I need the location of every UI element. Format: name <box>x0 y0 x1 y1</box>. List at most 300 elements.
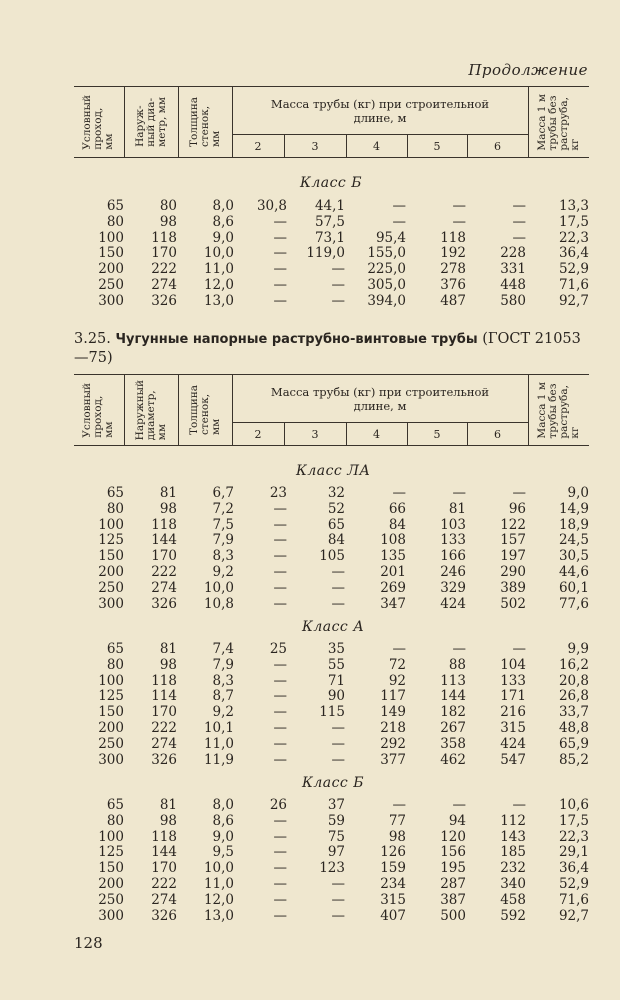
table-cell: 269 <box>380 579 406 596</box>
table-cell: 7,4 <box>212 641 234 657</box>
table-cell: — <box>331 276 345 293</box>
table-cell: 18,9 <box>558 516 589 533</box>
table-cell: 329 <box>440 579 466 596</box>
table-cell: 75 <box>327 828 345 845</box>
length-header: 3 <box>284 423 346 446</box>
table-cell: 118 <box>151 828 177 845</box>
col-wall-header: Толщина стенок, мм <box>187 384 222 435</box>
table-cell: 200 <box>98 563 124 580</box>
table-cell: — <box>273 229 287 246</box>
table-row <box>74 798 589 814</box>
table-cell: 144 <box>151 532 177 549</box>
table-cell: 32 <box>327 485 345 501</box>
table2-class-b-body <box>74 798 589 924</box>
col-outer-diameter-header: Наружный диаметр, мм <box>133 379 168 441</box>
table-cell: — <box>273 500 287 517</box>
table-cell: 8,7 <box>212 688 234 705</box>
table-cell: 155,0 <box>367 245 406 262</box>
table-row <box>74 845 589 861</box>
table-cell: 9,2 <box>212 704 234 721</box>
table-cell: 192 <box>440 245 466 262</box>
table-cell: 98 <box>159 812 177 829</box>
table-row <box>74 689 589 705</box>
class-title: Класс Б <box>300 175 363 191</box>
table-cell: — <box>452 485 466 501</box>
table-cell: 117 <box>380 688 406 705</box>
table-cell: 340 <box>500 875 526 892</box>
table-cell: — <box>392 797 406 813</box>
length-header: 2 <box>232 135 284 158</box>
table-cell: — <box>331 875 345 892</box>
table-cell: — <box>452 641 466 657</box>
table-cell: — <box>331 292 345 309</box>
table-cell: 90 <box>327 688 345 705</box>
table-cell: 92,7 <box>558 292 589 309</box>
table-cell: 44,1 <box>314 198 345 214</box>
table-cell: 387 <box>440 891 466 908</box>
table-cell: — <box>273 213 287 230</box>
table-cell: 65 <box>327 516 345 533</box>
table-cell: 424 <box>440 595 466 612</box>
table-cell: 118 <box>440 229 466 246</box>
table-cell: — <box>512 485 526 501</box>
table-cell: 100 <box>98 229 124 246</box>
length-header: 2 <box>232 423 284 446</box>
table-cell: — <box>331 751 345 768</box>
table-cell: 65 <box>106 485 124 501</box>
table-cell: — <box>273 704 287 721</box>
table-cell: 105 <box>319 548 345 565</box>
length-header: 4 <box>346 135 407 158</box>
section-number: 3.25. <box>74 331 111 347</box>
table-row <box>74 893 589 909</box>
table-cell: 159 <box>380 860 406 877</box>
table-cell: — <box>273 532 287 549</box>
table-cell: 156 <box>440 844 466 861</box>
table-cell: 13,0 <box>203 907 234 924</box>
col-outer-diameter-header: Наруж- ный диа- метр, мм <box>133 97 168 147</box>
table-cell: 487 <box>440 292 466 309</box>
table-row <box>74 215 589 231</box>
table-cell: 170 <box>151 548 177 565</box>
table-cell: 35 <box>327 641 345 657</box>
table-cell: 326 <box>151 292 177 309</box>
table-cell: 201 <box>380 563 406 580</box>
table-cell: 7,9 <box>212 532 234 549</box>
table-cell: 14,9 <box>558 500 589 517</box>
table-cell: — <box>331 907 345 924</box>
table-row <box>74 518 589 534</box>
table-cell: 119,0 <box>306 245 345 262</box>
table-cell: 8,0 <box>212 797 234 813</box>
table-row <box>74 231 589 247</box>
table-cell: 182 <box>440 704 466 721</box>
col-per-meter-header: Масса 1 м трубы без раструба, кг <box>535 381 581 439</box>
table-cell: — <box>273 595 287 612</box>
table-cell: 81 <box>159 485 177 501</box>
table-cell: 376 <box>440 276 466 293</box>
table-row <box>74 262 589 278</box>
table-cell: 118 <box>151 672 177 689</box>
table-cell: 500 <box>440 907 466 924</box>
table-cell: 6,7 <box>212 485 234 501</box>
table-row <box>74 581 589 597</box>
table-cell: 16,2 <box>558 656 589 673</box>
table-cell: 458 <box>500 891 526 908</box>
table-cell: — <box>273 516 287 533</box>
table-cell: 170 <box>151 860 177 877</box>
table-cell: 88 <box>448 656 466 673</box>
table-cell: 225,0 <box>367 261 406 278</box>
table-cell: — <box>512 198 526 214</box>
table-cell: 305,0 <box>367 276 406 293</box>
table-cell: 65 <box>106 641 124 657</box>
table-cell: 10,0 <box>203 579 234 596</box>
table-cell: 71,6 <box>558 891 589 908</box>
table-cell: 292 <box>380 735 406 752</box>
table-cell: — <box>452 198 466 214</box>
table-cell: 17,5 <box>558 812 589 829</box>
table-cell: — <box>331 735 345 752</box>
table-cell: 424 <box>500 735 526 752</box>
table-cell: 7,9 <box>212 656 234 673</box>
table2-header <box>74 374 589 446</box>
table-cell: 98 <box>159 213 177 230</box>
table-cell: 11,0 <box>203 735 234 752</box>
length-header: 4 <box>346 423 407 446</box>
table-cell: 30,5 <box>558 548 589 565</box>
table-cell: 52,9 <box>558 875 589 892</box>
table-cell: 9,0 <box>567 485 589 501</box>
table-cell: 71 <box>327 672 345 689</box>
class-title: Класс ЛА <box>296 463 371 479</box>
table-cell: 547 <box>500 751 526 768</box>
table-cell: 100 <box>98 672 124 689</box>
table-cell: 197 <box>500 548 526 565</box>
table-cell: 200 <box>98 719 124 736</box>
table-cell: 149 <box>380 704 406 721</box>
table-row <box>74 642 589 658</box>
table-cell: 10,0 <box>203 860 234 877</box>
table-cell: 222 <box>151 719 177 736</box>
table-row <box>74 909 589 925</box>
table-cell: 300 <box>98 292 124 309</box>
col-wall-header: Толщина стенок, мм <box>187 96 222 147</box>
table-cell: — <box>392 213 406 230</box>
table-cell: 216 <box>500 704 526 721</box>
table-cell: 11,0 <box>203 875 234 892</box>
table-cell: 232 <box>500 860 526 877</box>
table-cell: 394,0 <box>367 292 406 309</box>
table-cell: — <box>452 213 466 230</box>
table-cell: 12,0 <box>203 276 234 293</box>
table2-class-a-body <box>74 642 589 768</box>
table-cell: 166 <box>440 548 466 565</box>
table-row <box>74 486 589 502</box>
table-cell: 580 <box>500 292 526 309</box>
table-cell: 9,5 <box>212 844 234 861</box>
table-cell: — <box>273 563 287 580</box>
table-cell: 135 <box>380 548 406 565</box>
table-cell: 59 <box>327 812 345 829</box>
table-cell: 8,0 <box>212 198 234 214</box>
table-cell: — <box>273 844 287 861</box>
table-cell: 8,3 <box>212 672 234 689</box>
table-cell: 52 <box>327 500 345 517</box>
table-cell: — <box>452 797 466 813</box>
table-cell: 98 <box>159 500 177 517</box>
table-row <box>74 597 589 613</box>
table-cell: 98 <box>388 828 406 845</box>
table-cell: 81 <box>159 641 177 657</box>
table-cell: 290 <box>500 563 526 580</box>
table-cell: 122 <box>500 516 526 533</box>
table-cell: 315 <box>380 891 406 908</box>
table-cell: 103 <box>440 516 466 533</box>
table-cell: 92 <box>388 672 406 689</box>
table-cell: 65 <box>106 797 124 813</box>
table-cell: 185 <box>500 844 526 861</box>
table-cell: — <box>273 860 287 877</box>
table-cell: 104 <box>500 656 526 673</box>
table-cell: 222 <box>151 563 177 580</box>
table-cell: 55 <box>327 656 345 673</box>
table-cell: 118 <box>151 516 177 533</box>
table-cell: 123 <box>319 860 345 877</box>
table-cell: 300 <box>98 751 124 768</box>
length-header: 5 <box>407 135 467 158</box>
table-cell: 81 <box>448 500 466 517</box>
table-cell: 8,6 <box>212 812 234 829</box>
table-cell: 126 <box>380 844 406 861</box>
table-row <box>74 861 589 877</box>
table-cell: 9,9 <box>567 641 589 657</box>
table-cell: 118 <box>151 229 177 246</box>
table-row <box>74 565 589 581</box>
table-cell: 246 <box>440 563 466 580</box>
table-cell: 502 <box>500 595 526 612</box>
table-cell: 222 <box>151 875 177 892</box>
table-cell: 143 <box>500 828 526 845</box>
table-cell: 250 <box>98 891 124 908</box>
table-cell: — <box>392 485 406 501</box>
length-header: 5 <box>407 423 467 446</box>
table-cell: 462 <box>440 751 466 768</box>
table-cell: — <box>331 261 345 278</box>
table-row <box>74 502 589 518</box>
table-cell: 150 <box>98 548 124 565</box>
table-cell: 9,2 <box>212 563 234 580</box>
table-cell: — <box>273 751 287 768</box>
table-cell: 100 <box>98 828 124 845</box>
table-cell: 250 <box>98 735 124 752</box>
table-cell: 100 <box>98 516 124 533</box>
length-header: 3 <box>284 135 346 158</box>
table-cell: 592 <box>500 907 526 924</box>
table-cell: 44,6 <box>558 563 589 580</box>
table-cell: — <box>512 213 526 230</box>
table-cell: 326 <box>151 907 177 924</box>
table-cell: — <box>273 672 287 689</box>
table-row <box>74 294 589 310</box>
table-cell: 222 <box>151 261 177 278</box>
table-cell: 200 <box>98 261 124 278</box>
table-cell: — <box>331 891 345 908</box>
table-cell: 133 <box>500 672 526 689</box>
col-nominal-header: Условный проход, мм <box>81 94 116 150</box>
table-cell: 389 <box>500 579 526 596</box>
table-cell: 448 <box>500 276 526 293</box>
table-cell: 80 <box>106 213 124 230</box>
table-cell: 170 <box>151 704 177 721</box>
table-cell: — <box>273 292 287 309</box>
table-cell: — <box>273 656 287 673</box>
table-cell: 274 <box>151 891 177 908</box>
table-cell: 407 <box>380 907 406 924</box>
table-cell: 267 <box>440 719 466 736</box>
continuation-label: Продолжение <box>468 61 588 79</box>
section-title <box>74 330 594 367</box>
class-title: Класс А <box>302 619 365 635</box>
table-cell: 10,6 <box>558 797 589 813</box>
table-cell: 80 <box>106 500 124 517</box>
table-cell: — <box>512 797 526 813</box>
table-cell: 84 <box>327 532 345 549</box>
length-header: 6 <box>467 135 528 158</box>
col-per-meter-header: Масса 1 м трубы без раструба, кг <box>535 93 581 151</box>
table-cell: 77 <box>388 812 406 829</box>
table-cell: 150 <box>98 245 124 262</box>
table-cell: 84 <box>388 516 406 533</box>
table-cell: 331 <box>500 261 526 278</box>
table-cell: 96 <box>508 500 526 517</box>
table-cell: 250 <box>98 276 124 293</box>
table-cell: 144 <box>151 844 177 861</box>
table-cell: 274 <box>151 276 177 293</box>
table-cell: — <box>273 548 287 565</box>
table-cell: — <box>392 198 406 214</box>
table1-header <box>74 86 589 158</box>
class-title: Класс Б <box>302 775 365 791</box>
table-cell: — <box>273 688 287 705</box>
table-cell: 274 <box>151 579 177 596</box>
table-cell: 112 <box>500 812 526 829</box>
table-cell: 73,1 <box>314 229 345 246</box>
table-cell: 26,8 <box>558 688 589 705</box>
table-cell: — <box>273 719 287 736</box>
table-cell: 171 <box>500 688 526 705</box>
table-cell: 10,0 <box>203 245 234 262</box>
table-row <box>74 674 589 690</box>
table-cell: 81 <box>159 797 177 813</box>
table-row <box>74 278 589 294</box>
table-cell: — <box>331 563 345 580</box>
table-cell: 7,5 <box>212 516 234 533</box>
table-cell: 108 <box>380 532 406 549</box>
table-cell: 133 <box>440 532 466 549</box>
table-row <box>74 877 589 893</box>
table-cell: 9,0 <box>212 828 234 845</box>
table-cell: 377 <box>380 751 406 768</box>
table-cell: 115 <box>319 704 345 721</box>
table-cell: 60,1 <box>558 579 589 596</box>
table-row <box>74 199 589 215</box>
table-cell: 326 <box>151 595 177 612</box>
table2-class-la-body <box>74 486 589 612</box>
col-mass-header: Масса трубы (кг) при строительной длине, м <box>270 384 490 413</box>
table-cell: 22,3 <box>558 229 589 246</box>
table-cell: 9,0 <box>212 229 234 246</box>
table-cell: 170 <box>151 245 177 262</box>
table-cell: 12,0 <box>203 891 234 908</box>
table-cell: 33,7 <box>558 704 589 721</box>
table-row <box>74 549 589 565</box>
table-cell: 125 <box>98 844 124 861</box>
table-cell: 274 <box>151 735 177 752</box>
table-cell: — <box>512 641 526 657</box>
table-cell: 92,7 <box>558 907 589 924</box>
table-cell: 66 <box>388 500 406 517</box>
table-row <box>74 721 589 737</box>
table-cell: 8,6 <box>212 213 234 230</box>
table-cell: — <box>273 276 287 293</box>
table-cell: 13,3 <box>558 198 589 214</box>
table-cell: 20,8 <box>558 672 589 689</box>
page-number: 128 <box>74 934 103 952</box>
section-title-bold: Чугунные напорные раструбно-винтовые трубы <box>115 332 478 347</box>
table-cell: 57,5 <box>314 213 345 230</box>
table-cell: 358 <box>440 735 466 752</box>
table-cell: 25 <box>269 641 287 657</box>
table-cell: 36,4 <box>558 860 589 877</box>
table-cell: 11,0 <box>203 261 234 278</box>
table-cell: 113 <box>440 672 466 689</box>
table-cell: 65 <box>106 198 124 214</box>
table-row <box>74 753 589 769</box>
table-cell: 48,8 <box>558 719 589 736</box>
table-cell: 300 <box>98 595 124 612</box>
table-cell: 157 <box>500 532 526 549</box>
table-cell: — <box>273 875 287 892</box>
table-row <box>74 705 589 721</box>
table-cell: 7,2 <box>212 500 234 517</box>
table-cell: — <box>331 595 345 612</box>
table-cell: 218 <box>380 719 406 736</box>
table-cell: 287 <box>440 875 466 892</box>
col-mass-header: Масса трубы (кг) при строительной длине, м <box>270 96 490 125</box>
table-cell: 36,4 <box>558 245 589 262</box>
table-cell: 120 <box>440 828 466 845</box>
table-cell: 97 <box>327 844 345 861</box>
table1-body <box>74 199 589 310</box>
table-cell: — <box>273 245 287 262</box>
table-cell: 11,9 <box>203 751 234 768</box>
table-cell: 37 <box>327 797 345 813</box>
table-cell: — <box>273 891 287 908</box>
table-cell: — <box>512 229 526 246</box>
col-nominal-header: Условный проход, мм <box>81 382 116 438</box>
section-title-rest: (ГОСТ 21053—75) <box>74 331 581 366</box>
table-cell: — <box>331 719 345 736</box>
table-cell: 26 <box>269 797 287 813</box>
table-cell: 85,2 <box>558 751 589 768</box>
table-cell: 94 <box>448 812 466 829</box>
table-row <box>74 246 589 262</box>
table-cell: 52,9 <box>558 261 589 278</box>
table-cell: 17,5 <box>558 213 589 230</box>
table-cell: 315 <box>500 719 526 736</box>
table-cell: 29,1 <box>558 844 589 861</box>
